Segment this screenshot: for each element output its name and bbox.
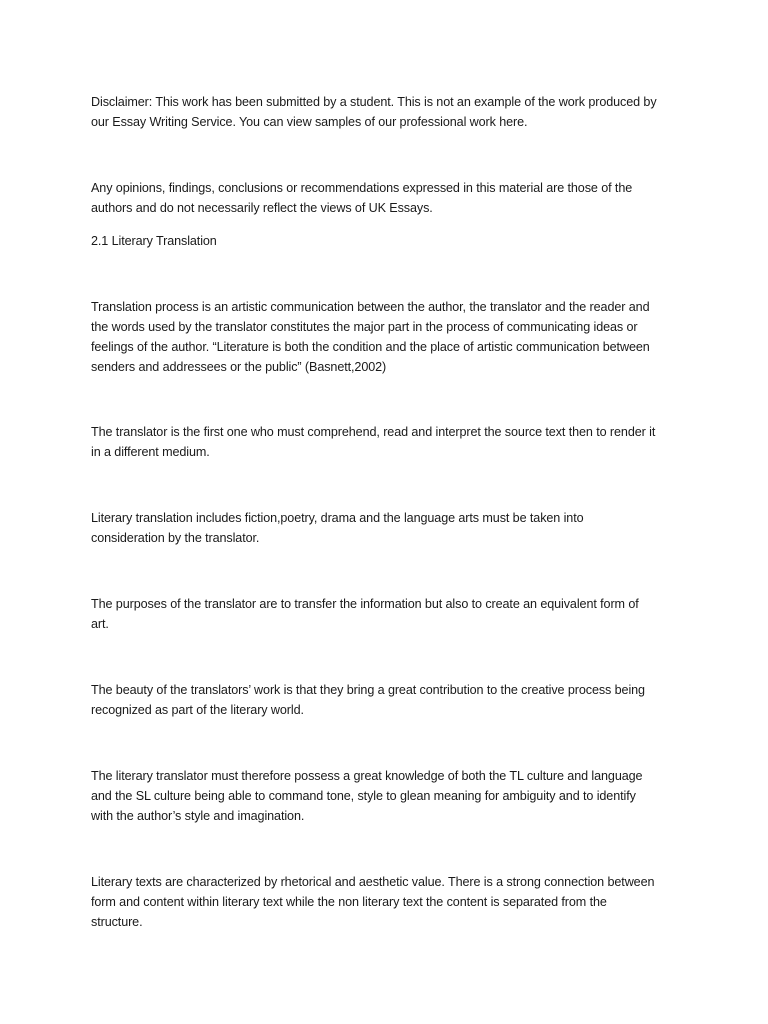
text-line: Any opinions, findings, conclusions or recommendations expressed in this material are those of the	[91, 181, 633, 195]
text-line: and the SL culture being able to command tone, style to glean meaning for ambiguity and to identify	[91, 789, 636, 803]
text-line: art.	[91, 617, 109, 631]
text-line: structure.	[91, 915, 143, 929]
text-line: Translation process is an artistic communication between the author, the translator and the reader and	[91, 300, 650, 314]
body-paragraph-5	[91, 680, 691, 720]
text-line: Literary texts are characterized by rhetorical and aesthetic value. There is a strong connection between	[91, 875, 655, 889]
body-paragraph-3	[91, 508, 691, 548]
text-line: consideration by the translator.	[91, 531, 260, 545]
text-line: Literary translation includes fiction,poetry, drama and the language arts must be taken into	[91, 511, 584, 525]
body-paragraph-2	[91, 422, 691, 462]
body-paragraph-1	[91, 297, 691, 377]
body-paragraph-4	[91, 594, 691, 634]
text-line: The beauty of the translators’ work is that they bring a great contribution to the creative process being	[91, 683, 645, 697]
text-line: The translator is the first one who must comprehend, read and interpret the source text then to render it	[91, 425, 656, 439]
body-paragraph-6	[91, 766, 691, 826]
text-line: feelings of the author. “Literature is both the condition and the place of artistic communication between	[91, 340, 650, 354]
text-line: in a different medium.	[91, 445, 210, 459]
text-line: our Essay Writing Service. You can view samples of our professional work here.	[91, 115, 528, 129]
text-line: Disclaimer: This work has been submitted by a student. This is not an example of the work produced by	[91, 95, 657, 109]
text-line: The literary translator must therefore possess a great knowledge of both the TL culture and language	[91, 769, 643, 783]
opinions-paragraph	[91, 178, 691, 218]
text-line: senders and addressees or the public” (Basnett,2002)	[91, 360, 387, 374]
heading-text: 2.1 Literary Translation	[91, 234, 217, 248]
disclaimer-paragraph	[91, 92, 691, 132]
text-line: The purposes of the translator are to transfer the information but also to create an equivalent form of	[91, 597, 639, 611]
text-line: the words used by the translator constitutes the major part in the process of communicating ideas or	[91, 320, 638, 334]
text-line: authors and do not necessarily reflect the views of UK Essays.	[91, 201, 433, 215]
text-line: with the author’s style and imagination.	[91, 809, 305, 823]
section-heading	[91, 231, 691, 251]
text-line: form and content within literary text while the non literary text the content is separated from the	[91, 895, 607, 909]
body-paragraph-7	[91, 872, 691, 932]
text-line: recognized as part of the literary world.	[91, 703, 304, 717]
